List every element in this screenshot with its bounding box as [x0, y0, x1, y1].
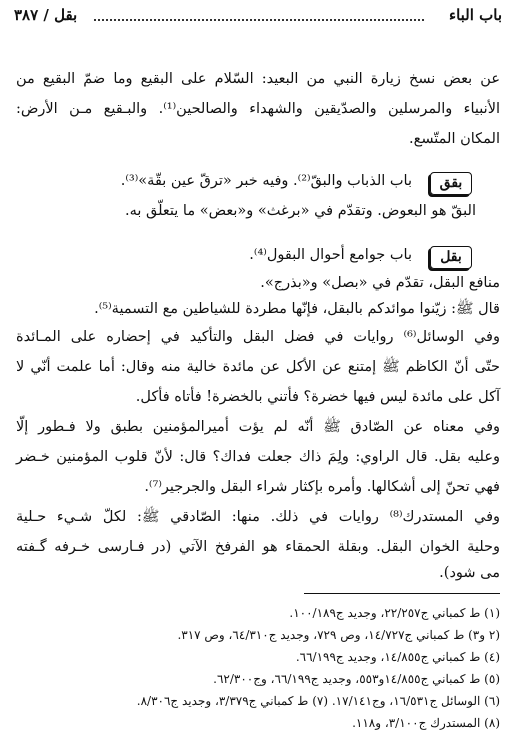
intro-line: المكان المتّسع. — [409, 131, 500, 147]
intro-line: الأنبياء والمرسلين والصدّيقين والشهداء والصالحين⁽¹⁾. والبـقيع مـن الأرض: — [16, 101, 500, 117]
body-line: آكل على مائدة ليس فيها خضرة؟ فأتني بالخضرة! فأتاه فأكل. — [135, 389, 500, 405]
body-line: وحلية الخوان البقل. وبقلة الحمقاء هو الفرفخ الآتي (در فـارسى خـرفه گـفته — [16, 539, 500, 555]
entry-text-baqq: البقّ هو البعوض. وتقدّم في «برغث» و«بعض» ما يتعلّق به. — [124, 203, 476, 219]
entry-keyword-baqq: بقق — [430, 172, 472, 195]
footnote-separator — [304, 593, 500, 594]
footnote: (٥) ط كمباني ج١٤/٨٥٥و٥٥٣، وجديد ج٦٦/١٩٩، وج٦٢/٣٠٠. — [213, 672, 500, 686]
body-line: وعليه بقل. قال الراوي: ولِمَ ذاك جعلت فداك؟ قال: لأنّ قلوب المؤمنين خـضر — [16, 449, 500, 465]
body-line: وفي الوسائل⁽⁶⁾ روايات في فضل البقل والتأكيد في إحضاره على المـائدة — [16, 329, 500, 345]
body-line: منافع البقل، تقدّم في «بصل» و«بذرج». — [260, 275, 500, 291]
footnote: (٨) المستدرك ج٣/١٠٠، و١١٨. — [352, 716, 500, 730]
page-number: بقل / ٣٨٧ — [14, 6, 78, 24]
footnote: (١) ط كمباني ج٢٢/٢٥٧، وجديد ج١٠٠/١٨٩. — [289, 606, 500, 620]
header-dotted-leader — [94, 19, 424, 21]
running-header — [14, 6, 502, 30]
body-line: فهي تحنّ إلى أشكالها. وأمره بإكثار شراء البقل والجرجير⁽⁷⁾. — [144, 479, 500, 495]
body-line: مى شود). — [439, 565, 500, 581]
body-line: وفي معناه عن الصّادق ﷺ أنّه لم يؤت أميرالمؤمنين بطبق ولا فـطور إلّا — [16, 419, 500, 435]
footnote: (٦) الوسائل ج١٦/٥٣١، وج١٧/١٤١. (٧) ط كمباني ج٣/٣٧٩، وجديد ج٨/٣٠٦. — [136, 694, 500, 708]
entry-heading-baqq: باب الذباب والبقّ⁽²⁾. وفيه خبر «ترقّ عين بقّة»⁽³⁾. — [120, 173, 412, 189]
body-line: قال ﷺ: زيّنوا موائدكم بالبقل، فإنّها مطردة للشياطين مع التسمية⁽⁵⁾. — [94, 301, 500, 317]
body-line: حتّى أنّ الكاظم ﷺ إمتنع عن الأكل عن مائدة خالية منه وقال: أما علمت أنّي لا — [16, 359, 500, 375]
intro-line: عن بعض نسخ زيارة النبي من البعيد: السّلام على البقيع وما ضمّ البقيع من — [16, 71, 500, 87]
entry-keyword-baql: بقل — [430, 246, 472, 269]
footnote: (٢ و٣) ط كمباني ج١٤/٧٢٧، وص ٧٢٩، وجديد ج٦٤/٣١٠، وص ٣١٧. — [177, 628, 500, 642]
chapter-title: باب الباء — [449, 6, 502, 24]
entry-heading-baql: باب جوامع أحوال البقول⁽⁴⁾. — [249, 247, 412, 263]
body-line: وفي المستدرك⁽⁸⁾ روايات في ذلك. منها: الصّادقي ﷺ: لكلّ شـيء حـلية — [16, 509, 500, 525]
footnote: (٤) ط كمباني ج١٤/٨٥٥، وجديد ج٦٦/١٩٩. — [295, 650, 500, 664]
